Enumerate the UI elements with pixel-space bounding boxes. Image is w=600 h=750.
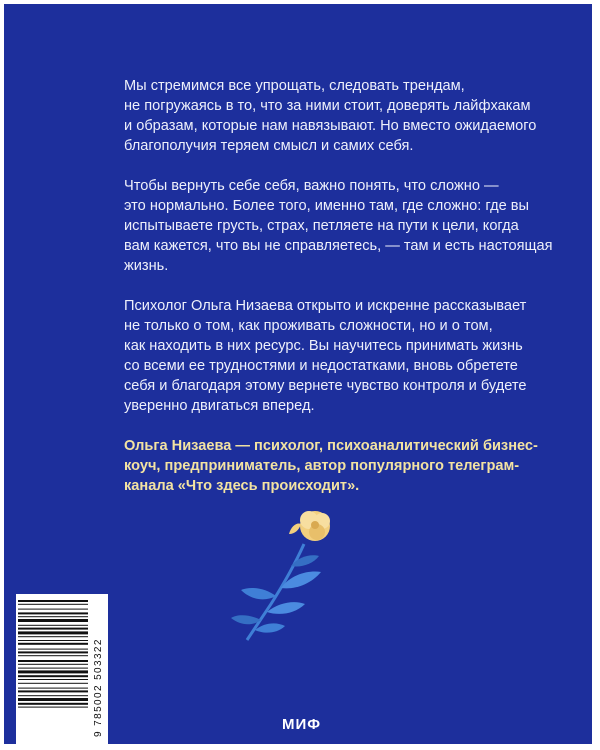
text-line: Психолог Ольга Низаева открыто и искренне рассказывает: [124, 298, 527, 314]
text-line: как находить в них ресурс. Вы научитесь принимать жизнь: [124, 338, 523, 354]
text-line: канала «Что здесь происходит».: [124, 478, 360, 494]
text-line: уверенно двигаться вперед.: [124, 398, 315, 414]
text-line: испытываете грусть, страх, петляете на пути к цели, когда: [124, 218, 519, 234]
text-line: и образам, которые нам навязывают. Но вместо ожидаемого: [124, 118, 537, 134]
text-line: Мы стремимся все упрощать, следовать трендам,: [124, 78, 465, 94]
flower-illustration: [229, 504, 359, 644]
text-line: себя и благодаря этому вернете чувство контроля и будете: [124, 378, 527, 394]
barcode-icon: [18, 598, 88, 738]
paragraph-3: [124, 296, 544, 416]
mif-logo: МИФ: [282, 716, 322, 733]
text-line: не погружаясь в то, что за ними стоит, доверять лайфхакам: [124, 98, 531, 114]
text-line: Чтобы вернуть себе себя, важно понять, что сложно —: [124, 178, 499, 194]
text-line: не только о том, как проживать сложности, но и о том,: [124, 318, 493, 334]
barcode-number: 9 785002 503322: [93, 638, 104, 737]
text-line: жизнь.: [124, 258, 169, 274]
author-bio: [124, 436, 544, 496]
paragraph-2: [124, 176, 553, 276]
text-line: вам кажется, что вы не справляетесь, — там и есть настоящая: [124, 238, 553, 254]
barcode: [16, 594, 108, 744]
paragraph-1: [124, 76, 544, 156]
text-line: Ольга Низаева — психолог, психоаналитический бизнес-: [124, 438, 538, 454]
text-line: со всеми ее трудностями и недостатками, вновь обретете: [124, 358, 518, 374]
text-line: это нормально. Более того, именно там, где сложно: где вы: [124, 198, 529, 214]
description-text: [124, 76, 553, 516]
text-line: коуч, предприниматель, автор популярного телеграм-: [124, 458, 520, 474]
book-back-cover: [4, 4, 592, 744]
text-line: благополучия теряем смысл и самих себя.: [124, 138, 414, 154]
